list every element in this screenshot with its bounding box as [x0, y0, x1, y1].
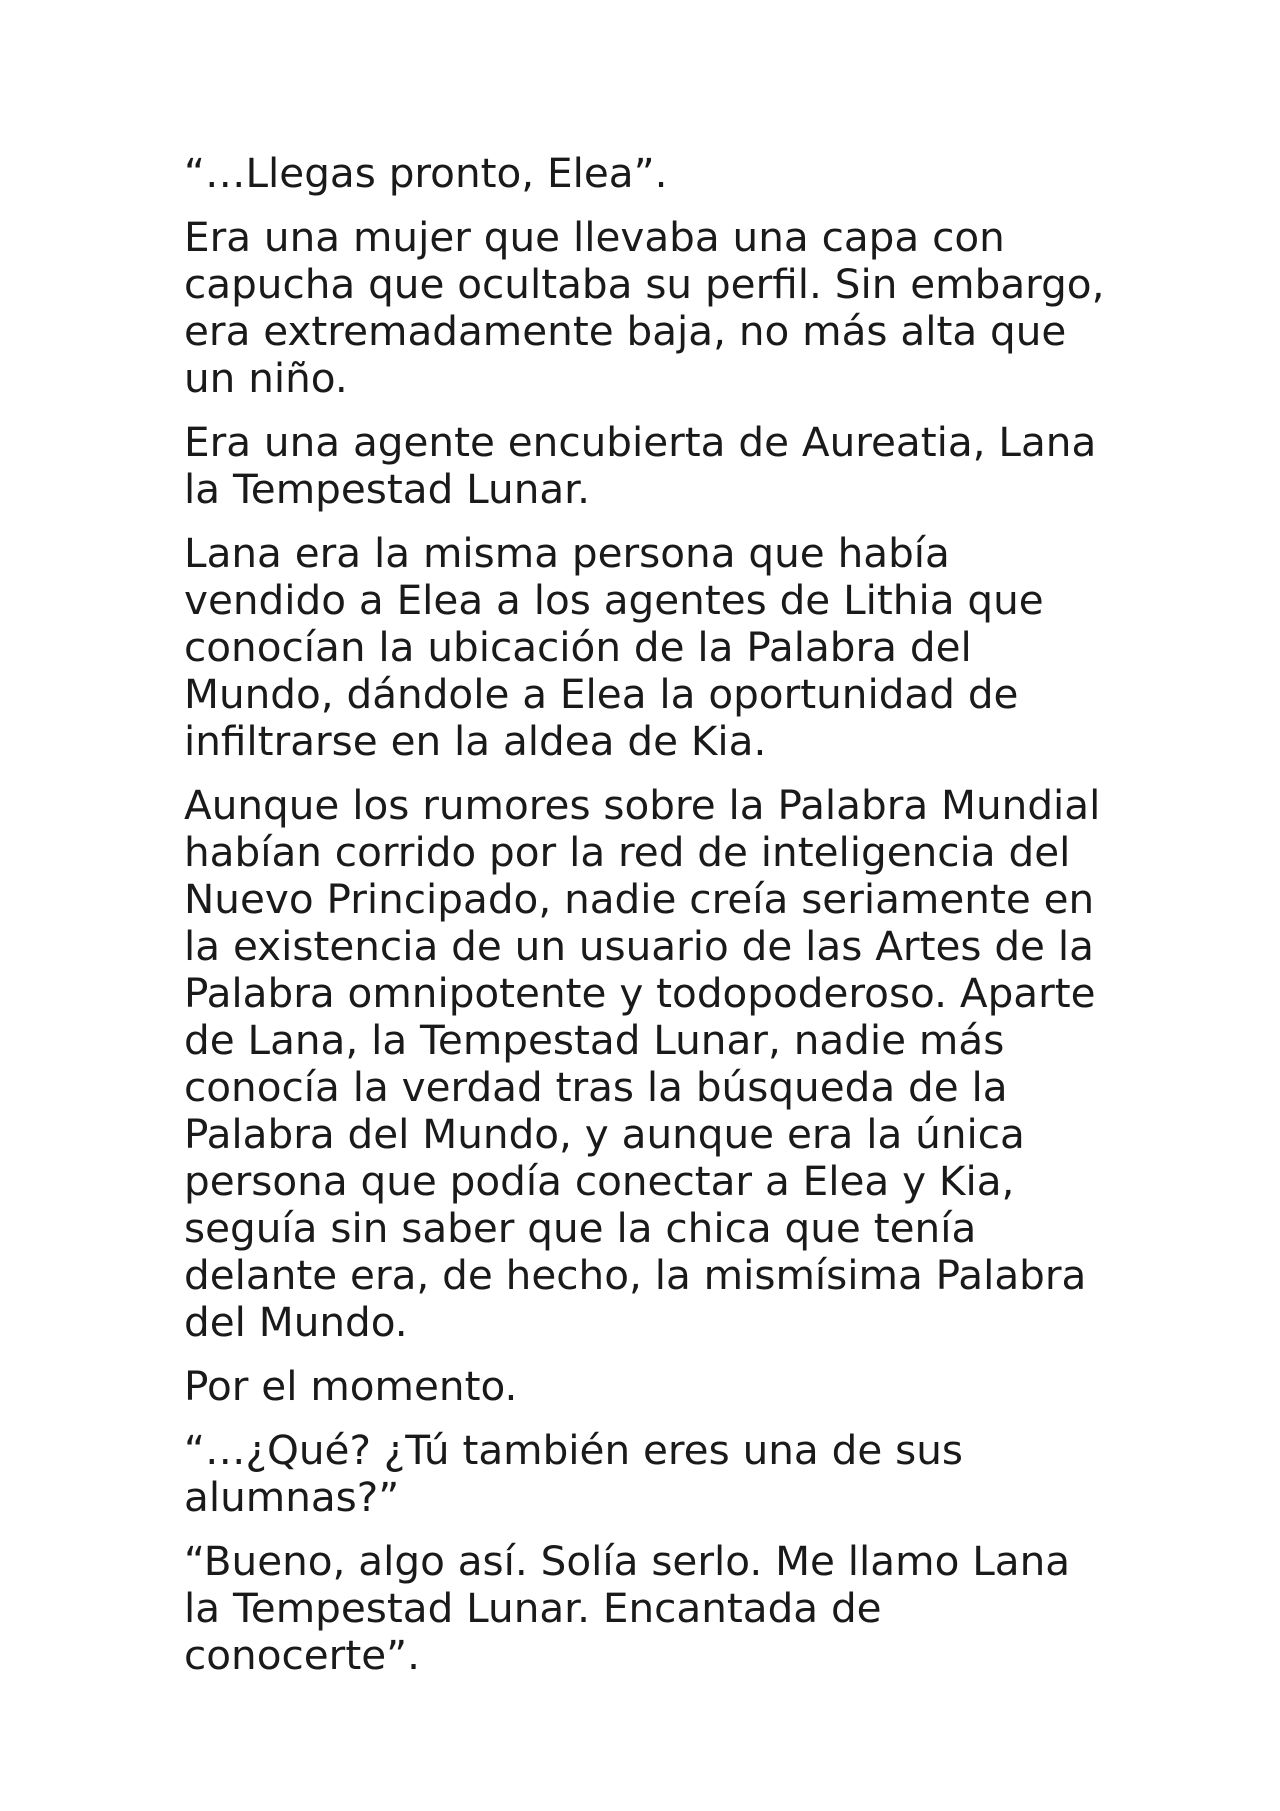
- paragraph-6: Por el momento.: [184, 1362, 518, 1410]
- paragraph-7: “…¿Qué? ¿Tú también eres una de sus alumnas?”: [184, 1426, 963, 1521]
- paragraph-1: “…Llegas pronto, Elea”.: [184, 149, 668, 197]
- paragraph-5: Aunque los rumores sobre la Palabra Mundial habían corrido por la red de inteligencia del Nuevo Principado, nadie creía seriamente en la existencia de un usuario de las Artes de la Palabra omnipotente y todopoderoso. Aparte de Lana, la Tempestad Lunar, nadie más conocía la verdad tras la búsqueda de la Palabra del Mundo, y aunque era la única persona que podía conectar a Elea y Kia, seguía sin saber que la chica que tenía delante era, de hecho, la mismísima Palabra del Mundo.: [184, 781, 1101, 1346]
- paragraph-3: Era una agente encubierta de Aureatia, Lana la Tempestad Lunar.: [184, 418, 1097, 513]
- body-text: [184, 150, 1114, 1696]
- paragraph-2: Era una mujer que llevaba una capa con capucha que ocultaba su perfil. Sin embargo, era extremadamente baja, no más alta que un niño.: [184, 213, 1105, 402]
- paragraph-4: Lana era la misma persona que había vendido a Elea a los agentes de Lithia que conocían la ubicación de la Palabra del Mundo, dándole a Elea la oportunidad de infiltrarse en la aldea de Kia.: [184, 529, 1044, 765]
- paragraph-8: “Bueno, algo así. Solía serlo. Me llamo Lana la Tempestad Lunar. Encantada de conocerte”.: [184, 1537, 1071, 1679]
